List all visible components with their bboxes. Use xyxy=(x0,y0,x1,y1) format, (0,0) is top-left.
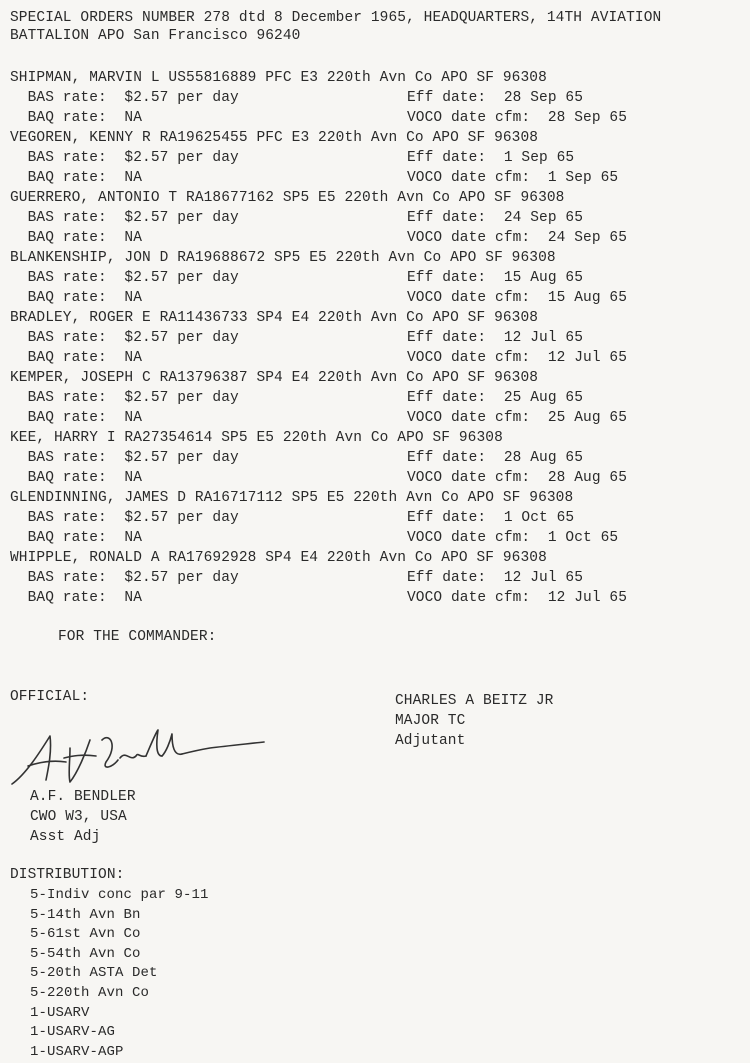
bas-rate-line: BAS rate: $2.57 per day xyxy=(10,330,239,346)
voco-date-line: VOCO date cfm: 28 Aug 65 xyxy=(407,470,628,486)
bas-rate-line: BAS rate: $2.57 per day xyxy=(10,150,239,166)
voco-date-line: VOCO date cfm: 1 Sep 65 xyxy=(407,170,619,186)
official-label: OFFICIAL: xyxy=(10,689,90,705)
distribution-item: 5-20th ASTA Det xyxy=(30,965,158,982)
voco-date-line: VOCO date cfm: 24 Sep 65 xyxy=(407,230,628,246)
voco-date-line: VOCO date cfm: 28 Sep 65 xyxy=(407,110,628,126)
signature-drawing xyxy=(6,722,276,792)
entry-name-line: VEGOREN, KENNY R RA19625455 PFC E3 220th Avn Co APO SF 96308 xyxy=(10,130,539,146)
baq-rate-line: BAQ rate: NA xyxy=(10,230,143,246)
baq-rate-line: BAQ rate: NA xyxy=(10,590,143,606)
voco-date-line: VOCO date cfm: 15 Aug 65 xyxy=(407,290,628,306)
header-line-2: BATTALION APO San Francisco 96240 xyxy=(10,28,301,44)
bas-rate-line: BAS rate: $2.57 per day xyxy=(10,510,239,526)
bas-rate-line: BAS rate: $2.57 per day xyxy=(10,210,239,226)
entry-name-line: SHIPMAN, MARVIN L US55816889 PFC E3 220th Avn Co APO SF 96308 xyxy=(10,70,547,86)
distribution-title: DISTRIBUTION: xyxy=(10,867,125,883)
entry-name-line: GUERRERO, ANTONIO T RA18677162 SP5 E5 220th Avn Co APO SF 96308 xyxy=(10,190,565,206)
eff-date-line: Eff date: 25 Aug 65 xyxy=(407,390,584,406)
entry-name-line: GLENDINNING, JAMES D RA16717112 SP5 E5 220th Avn Co APO SF 96308 xyxy=(10,490,574,506)
bas-rate-line: BAS rate: $2.57 per day xyxy=(10,90,239,106)
adjutant-name: CHARLES A BEITZ JR xyxy=(395,693,554,709)
distribution-item: 5-220th Avn Co xyxy=(30,985,150,1001)
adjutant-rank: MAJOR TC xyxy=(395,713,466,729)
bas-rate-line: BAS rate: $2.57 per day xyxy=(10,390,239,406)
baq-rate-line: BAQ rate: NA xyxy=(10,170,143,186)
entry-name-line: WHIPPLE, RONALD A RA17692928 SP4 E4 220th Avn Co APO SF 96308 xyxy=(10,550,547,566)
voco-date-line: VOCO date cfm: 1 Oct 65 xyxy=(407,530,619,546)
eff-date-line: Eff date: 28 Aug 65 xyxy=(407,450,584,466)
distribution-item: 5-Indiv conc par 9-11 xyxy=(30,887,209,903)
baq-rate-line: BAQ rate: NA xyxy=(10,350,143,366)
signer-name: A.F. BENDLER xyxy=(30,789,136,805)
distribution-item: 1-USARV-AGP xyxy=(30,1043,124,1060)
eff-date-line: Eff date: 12 Jul 65 xyxy=(407,330,584,346)
distribution-item: 5-54th Avn Co xyxy=(30,945,141,962)
for-the-commander: FOR THE COMMANDER: xyxy=(58,629,217,645)
baq-rate-line: BAQ rate: NA xyxy=(10,110,143,126)
signer-title: Asst Adj xyxy=(30,829,101,845)
voco-date-line: VOCO date cfm: 25 Aug 65 xyxy=(407,410,628,426)
distribution-item: 5-14th Avn Bn xyxy=(30,906,141,923)
voco-date-line: VOCO date cfm: 12 Jul 65 xyxy=(407,590,628,606)
adjutant-title: Adjutant xyxy=(395,733,466,749)
bas-rate-line: BAS rate: $2.57 per day xyxy=(10,270,239,286)
entry-name-line: KEMPER, JOSEPH C RA13796387 SP4 E4 220th Avn Co APO SF 96308 xyxy=(10,370,539,386)
signer-rank: CWO W3, USA xyxy=(30,809,127,825)
distribution-item: 5-61st Avn Co xyxy=(30,926,141,943)
header-line-1: SPECIAL ORDERS NUMBER 278 dtd 8 December 1965, HEADQUARTERS, 14TH AVIATION xyxy=(10,10,662,26)
bas-rate-line: BAS rate: $2.57 per day xyxy=(10,450,239,466)
distribution-item: 1-USARV-AG xyxy=(30,1024,116,1041)
baq-rate-line: BAQ rate: NA xyxy=(10,530,143,546)
distribution-item: 1-USARV xyxy=(30,1004,90,1021)
baq-rate-line: BAQ rate: NA xyxy=(10,470,143,486)
entry-name-line: BLANKENSHIP, JON D RA19688672 SP5 E5 220th Avn Co APO SF 96308 xyxy=(10,250,556,266)
eff-date-line: Eff date: 12 Jul 65 xyxy=(407,570,584,586)
baq-rate-line: BAQ rate: NA xyxy=(10,290,143,306)
eff-date-line: Eff date: 24 Sep 65 xyxy=(407,210,584,226)
eff-date-line: Eff date: 1 Sep 65 xyxy=(407,150,575,166)
entry-name-line: BRADLEY, ROGER E RA11436733 SP4 E4 220th Avn Co APO SF 96308 xyxy=(10,310,539,326)
eff-date-line: Eff date: 1 Oct 65 xyxy=(407,510,575,526)
baq-rate-line: BAQ rate: NA xyxy=(10,410,143,426)
handwritten-signature xyxy=(6,722,276,792)
bas-rate-line: BAS rate: $2.57 per day xyxy=(10,570,239,586)
eff-date-line: Eff date: 15 Aug 65 xyxy=(407,270,584,286)
voco-date-line: VOCO date cfm: 12 Jul 65 xyxy=(407,350,628,366)
entry-name-line: KEE, HARRY I RA27354614 SP5 E5 220th Avn Co APO SF 96308 xyxy=(10,430,503,446)
eff-date-line: Eff date: 28 Sep 65 xyxy=(407,90,584,106)
